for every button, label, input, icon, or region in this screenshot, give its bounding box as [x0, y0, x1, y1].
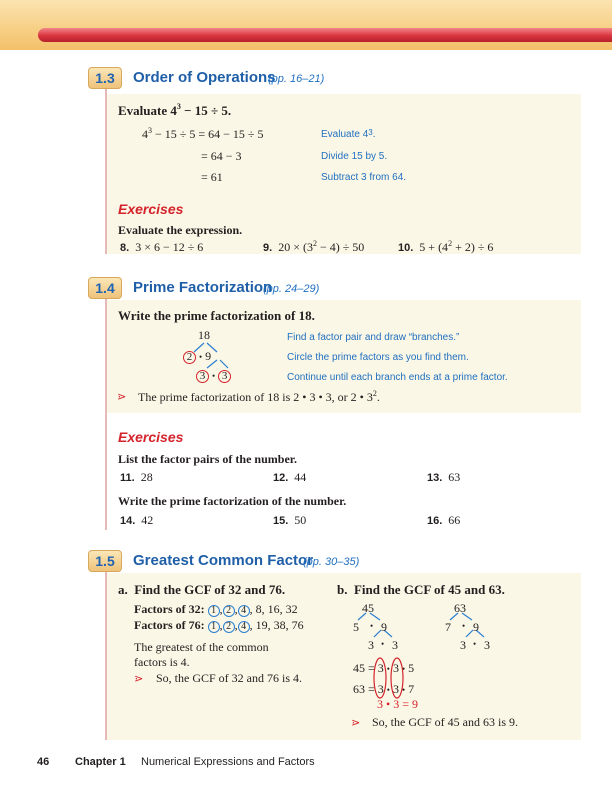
section-badge: 1.3 — [88, 67, 122, 89]
conclusion-text: The prime factorization of 18 is 2 • 3 • 3, or 2 • $3^2$. — [138, 389, 380, 404]
step-1-note: Evaluate $4^3$. — [321, 128, 376, 140]
part-a-conclusion: So, the GCF of 32 and 76 is 4. — [156, 671, 303, 685]
section-badge: 1.4 — [88, 277, 122, 299]
common-factor-circle: 4 — [238, 621, 250, 633]
exercises-heading: Exercises — [118, 201, 184, 217]
top-banner — [0, 0, 612, 50]
tree63-left: 7 — [445, 620, 451, 634]
eq-63: 63 = 3 • 3 • 7 — [353, 682, 415, 696]
conclusion-arrow-icon: ⋗ — [134, 672, 144, 685]
conclusion-arrow-icon: ⋗ — [117, 390, 127, 403]
tree63-right: 9 — [473, 620, 479, 634]
prime-circle: 3 — [196, 370, 209, 383]
exercise-instruction: Write the prime factorization of the number. — [118, 494, 347, 508]
tree63-dot: • — [462, 621, 466, 631]
factors-76: Factors of 76: 1 , 2 , 4 , 19, 38, 76 — [134, 618, 304, 632]
exercise-15: 15. 50 — [273, 513, 307, 527]
tree63-root: 63 — [454, 601, 466, 615]
part-a-prompt: a. Find the GCF of 32 and 76. — [118, 582, 286, 597]
tree45-right: 9 — [381, 620, 387, 634]
section-1-4-line — [105, 296, 107, 530]
exercise-instruction: List the factor pairs of the number. — [118, 452, 297, 466]
tree45-left: 5 — [353, 620, 359, 634]
factors-32: Factors of 32: 1 , 2 , 4 , 8, 16, 32 — [134, 602, 298, 616]
exercise-13: 13. 63 — [427, 470, 461, 484]
section-title: Prime Factorization — [133, 279, 273, 296]
tree-note-2: Circle the prime factors as you find them. — [287, 352, 469, 363]
page-reference: (pp. 24–29) — [263, 283, 320, 295]
step-3-expression: = 61 — [201, 170, 223, 184]
step-2-note: Divide 15 by 5. — [321, 151, 388, 162]
tree63-dot2: • — [473, 639, 477, 649]
exercise-16: 16. 66 — [427, 513, 461, 527]
common-factor-circle: 2 — [223, 621, 235, 633]
section-1-3-line — [105, 88, 107, 254]
section-badge: 1.5 — [88, 550, 122, 572]
tree-note-3: Continue until each branch ends at a prime factor. — [287, 372, 508, 383]
footer-chapter: Chapter 1 — [75, 756, 126, 768]
page-number: 46 — [37, 756, 50, 768]
section-title: Greatest Common Factor — [133, 552, 314, 569]
example-prompt: Evaluate $4^3 - 15 \div 5$. — [118, 102, 232, 118]
step-2-expression: = 64 − 3 — [201, 149, 242, 163]
footer-title: Numerical Expressions and Factors — [141, 756, 315, 768]
exercise-10: 10. $5 + (4^2 + 2) \div 6$ — [398, 239, 494, 254]
part-a-text: factors is 4. — [134, 655, 190, 669]
exercise-11: 11. 28 — [120, 470, 153, 484]
common-factor-circle: 1 — [208, 605, 220, 617]
eq-45: 45 = 3 • 3 • 5 — [353, 661, 415, 675]
exercise-12: 12. 44 — [273, 470, 307, 484]
tree63-r2: 3 — [484, 638, 490, 652]
tree45-dot: • — [370, 621, 374, 631]
prime-circle: 3 — [218, 370, 231, 383]
page-reference: (pp. 30–35) — [303, 556, 360, 568]
tree-root: 18 — [198, 328, 210, 342]
step-1-expression: $4^3 - 15 \div 5 = 64 - 15 \div 5$ — [142, 126, 264, 141]
common-factor-circle: 1 — [208, 621, 220, 633]
conclusion-arrow-icon: ⋗ — [351, 716, 361, 729]
prime-circle: 2 — [183, 351, 196, 364]
exercise-14: 14. 42 — [120, 513, 154, 527]
tree45-root: 45 — [362, 601, 374, 615]
tree63-l2: 3 — [460, 638, 466, 652]
step-3-note: Subtract 3 from 64. — [321, 172, 407, 183]
tree-level-1: 2 • 9 — [183, 349, 211, 364]
section-1-5-line — [105, 568, 107, 740]
common-factor-circle: 4 — [238, 605, 250, 617]
example-prompt: Write the prime factorization of 18. — [118, 308, 315, 323]
top-banner-stripe — [38, 28, 612, 42]
tree45-l2: 3 — [368, 638, 374, 652]
gcf-product: 3 • 3 = 9 — [377, 697, 418, 711]
exercise-9: 9. $20 \times (3^2 - 4) \div 50$ — [263, 239, 365, 254]
part-b-prompt: b. Find the GCF of 45 and 63. — [337, 582, 505, 597]
tree-level-2: 3 • 3 — [196, 368, 231, 383]
exercise-instruction: Evaluate the expression. — [118, 223, 243, 237]
tree45-r2: 3 — [392, 638, 398, 652]
tree-note-1: Find a factor pair and draw “branches.” — [287, 332, 460, 343]
tree45-dot2: • — [381, 639, 385, 649]
section-title: Order of Operations — [133, 69, 276, 86]
exercise-8: 8. 3 × 6 − 12 ÷ 6 — [120, 240, 204, 254]
page-reference: (pp. 16–21) — [268, 73, 325, 85]
part-b-conclusion: So, the GCF of 45 and 63 is 9. — [372, 715, 519, 729]
exercises-heading: Exercises — [118, 429, 184, 445]
part-a-text: The greatest of the common — [134, 640, 269, 654]
common-factor-circle: 2 — [223, 605, 235, 617]
